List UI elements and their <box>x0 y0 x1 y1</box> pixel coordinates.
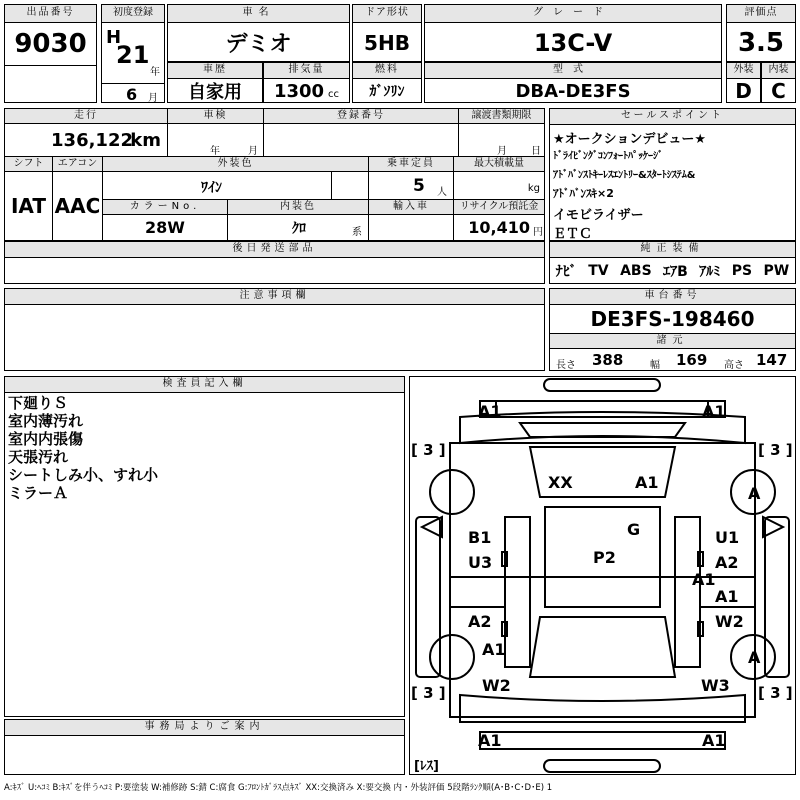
equipment-ps: PS <box>731 263 753 279</box>
sales-line-5: イモビライザー <box>553 208 644 223</box>
model-label: 型式 <box>425 63 721 79</box>
int-grade-cell <box>761 62 796 103</box>
fuel-label: 燃料 <box>353 63 421 79</box>
sales-line-2: ﾄﾞﾗｲﾋﾞﾝｸﾞｺﾝﾌｫｰﾄﾊﾟｯｹｰｼﾞ <box>553 151 663 162</box>
mileage-label: 走行 <box>5 109 168 124</box>
mark-rear-left-bumper: A1 <box>478 731 502 750</box>
transfer-month-unit: 月 <box>497 146 507 157</box>
import-value <box>369 215 454 240</box>
inspector-line-6: ミラーＡ <box>8 484 69 502</box>
score-cell <box>726 4 796 62</box>
info-block <box>4 108 545 241</box>
tread-front-left: [ 3 ] <box>411 441 446 459</box>
first-reg-label: 初度登録 <box>102 5 164 23</box>
color-no-label: カラーNo. <box>103 200 228 215</box>
inspection-year-unit: 年 <box>210 146 220 157</box>
mark-front-right-bumper: A1 <box>702 402 726 421</box>
ext-color-label: 外装色 <box>103 157 369 172</box>
grade-value: 13C-V <box>533 28 613 57</box>
door-label: ドア形状 <box>353 5 421 23</box>
inspection-month-unit: 月 <box>248 146 258 157</box>
inspector-cell <box>4 376 405 717</box>
ext-color-value: ﾜｲﾝ <box>201 180 222 196</box>
office-cell <box>4 719 405 775</box>
import-label: 輸入車 <box>369 200 454 215</box>
car-name: デミオ <box>225 32 292 57</box>
height-value: 147 <box>756 351 788 369</box>
inspector-line-1: 下廻りＳ <box>8 394 69 412</box>
equipment-abs: ABS <box>620 263 652 279</box>
capacity-label: 乗車定員 <box>369 157 454 172</box>
first-reg-year-unit: 年 <box>150 67 160 78</box>
ext-grade-label: 外装 <box>727 63 760 79</box>
equipment-cell <box>549 241 796 284</box>
damage-diagram <box>409 376 796 775</box>
office-label: 事務局よりご案内 <box>5 720 404 736</box>
mark-front-left-bumper: A1 <box>478 402 502 421</box>
mark-rear-right-bumper: A1 <box>702 731 726 750</box>
equipment-pw: PW <box>763 263 790 279</box>
lot-cell <box>4 4 97 103</box>
model-cell <box>424 62 722 103</box>
mark-windshield: G <box>627 520 641 539</box>
grade-label: グレード <box>425 5 721 23</box>
mark-hood-right: A1 <box>635 473 659 492</box>
first-registration-cell <box>101 4 165 103</box>
tread-rear-right: [ 3 ] <box>758 684 793 702</box>
specs-label: 諸元 <box>550 334 795 349</box>
first-reg-era: H <box>106 27 122 48</box>
aircon-value: AAC <box>53 172 103 240</box>
chassis-cell <box>549 288 796 371</box>
first-reg-month-unit: 月 <box>148 93 158 104</box>
max-load-label: 最大積載量 <box>454 157 544 172</box>
int-color-unit: 系 <box>352 227 362 238</box>
aircon-label: エアコン <box>53 157 103 172</box>
mark-roof: P2 <box>593 548 616 567</box>
max-load-unit: kg <box>527 183 540 194</box>
mark-left-front-fender: B1 <box>468 528 492 547</box>
mark-left-rear-quarter: A1 <box>482 640 506 659</box>
recycle-value: 10,410 <box>468 218 530 237</box>
tread-front-right: [ 3 ] <box>758 441 793 459</box>
sales-point-label: セールスポイント <box>550 109 795 125</box>
length-label: 長さ <box>556 360 576 371</box>
height-label: 高さ <box>724 360 744 371</box>
mileage-value: 136,122 <box>51 130 133 151</box>
sales-line-1: ★オークションデビュー★ <box>553 132 707 147</box>
reg-no-label: 登録番号 <box>264 109 459 124</box>
first-reg-year: 21 <box>116 41 150 69</box>
ext-grade-value: D <box>735 79 752 103</box>
fuel-value: ｶﾞｿﾘﾝ <box>369 84 405 100</box>
int-color-label: 内装色 <box>228 200 369 215</box>
notes-cell <box>4 288 545 371</box>
color-no-value: 28W <box>103 215 228 240</box>
mark-right-front-wheel: A <box>748 484 761 503</box>
int-color-value: ｸﾛ <box>292 221 306 237</box>
transfer-day-unit: 日 <box>531 146 541 157</box>
mark-right-pillar: A1 <box>692 570 716 589</box>
capacity-value: 5 <box>413 176 425 196</box>
width-label: 幅 <box>650 360 660 371</box>
sales-line-6: ＥＴＣ <box>553 227 593 242</box>
mark-right-rear-quarter: W2 <box>715 612 744 631</box>
score-value: 3.5 <box>737 27 785 58</box>
inspector-line-5: シートしみ小、すれ小 <box>8 466 159 484</box>
recycle-unit: 円 <box>533 227 543 238</box>
shift-value: IAT <box>5 172 53 240</box>
first-reg-month: 6 <box>126 85 138 104</box>
history-label: 車歴 <box>168 63 262 79</box>
car-name-cell <box>167 4 350 62</box>
lot-number: 9030 <box>14 29 87 59</box>
sales-line-3: ｱﾄﾞﾊﾞﾝｽﾄｷｰﾚｽｴﾝﾄﾘｰ&ｽﾀｰﾄｼｽﾃﾑ& <box>553 170 696 181</box>
shift-label: シフト <box>5 157 53 172</box>
mark-right-rear-wheel: A <box>748 648 761 667</box>
inspection-label: 車検 <box>168 109 264 124</box>
reg-no-value <box>264 124 459 157</box>
history-value: 自家用 <box>188 82 242 103</box>
inspector-line-3: 室内内張傷 <box>8 430 84 448</box>
mark-right-rear-door: A1 <box>715 587 739 606</box>
mark-left-rear-door: A2 <box>468 612 492 631</box>
chassis-label: 車台番号 <box>550 289 795 305</box>
later-parts-cell <box>4 241 545 284</box>
mark-left-front-door: U3 <box>468 553 493 572</box>
mark-right-front-door: A2 <box>715 553 739 572</box>
inspector-line-2: 室内薄汚れ <box>8 412 84 430</box>
length-value: 388 <box>592 351 624 369</box>
later-parts-label: 後日発送部品 <box>5 242 544 258</box>
door-type: 5HB <box>364 30 410 55</box>
equipment-navi: ﾅﾋﾞ <box>555 264 577 280</box>
car-name-label: 車名 <box>168 5 349 23</box>
door-cell <box>352 4 422 62</box>
spare-tire: [ﾚｽ] <box>414 759 439 774</box>
car-outline <box>410 377 795 774</box>
equipment-tv: TV <box>588 263 609 279</box>
history-cell <box>167 62 263 103</box>
mark-right-front-fender: U1 <box>715 528 740 547</box>
transfer-label: 譲渡書類期限 <box>459 109 544 124</box>
sales-point-cell <box>549 108 796 241</box>
mark-hood-left: XX <box>548 473 573 492</box>
ext-grade-cell <box>726 62 761 103</box>
legend: A:ｷｽﾞ U:ﾍｺﾐ B:ｷｽﾞを伴うﾍｺﾐ P:要塗装 W:補修跡 S:錆 C:腐食 G:ﾌﾛﾝﾄｶﾞﾗｽ点ｷｽﾞ XX:交換済み X:要交換 内・外装評価 5段階ﾗﾝｸ順(A･B･C･D･E) 1 <box>4 783 553 793</box>
int-grade-value: C <box>771 79 786 103</box>
fuel-cell <box>352 62 422 103</box>
mileage-unit: km <box>130 130 161 151</box>
displacement-unit: cc <box>328 88 340 100</box>
displacement-value: 1300 <box>273 80 325 102</box>
sales-line-4: ｱﾄﾞﾊﾞﾝｽｷ×2 <box>553 187 614 200</box>
grade-cell <box>424 4 722 62</box>
int-grade-label: 内装 <box>762 63 795 79</box>
recycle-label: リサイクル預託金 <box>454 200 544 215</box>
mark-right-rear-panel: W3 <box>701 676 730 695</box>
lot-label: 出品番号 <box>5 5 96 23</box>
equipment-label: 純正装備 <box>550 242 795 258</box>
width-value: 169 <box>676 351 708 369</box>
model-value: DBA-DE3FS <box>515 80 631 102</box>
equipment-airbag: ｴｱB <box>663 264 688 280</box>
notes-label: 注意事項欄 <box>5 289 544 305</box>
tread-rear-left: [ 3 ] <box>411 684 446 702</box>
displacement-cell <box>263 62 350 103</box>
displacement-label: 排気量 <box>264 63 349 79</box>
chassis-number: DE3FS-198460 <box>550 305 795 334</box>
capacity-unit: 人 <box>437 187 447 198</box>
inspector-line-4: 天張汚れ <box>8 448 69 466</box>
inspector-label: 検査員記入欄 <box>5 377 404 393</box>
equipment-alloy: ｱﾙﾐ <box>699 264 721 280</box>
mark-left-rear-panel: W2 <box>482 676 511 695</box>
score-label: 評価点 <box>727 5 795 23</box>
